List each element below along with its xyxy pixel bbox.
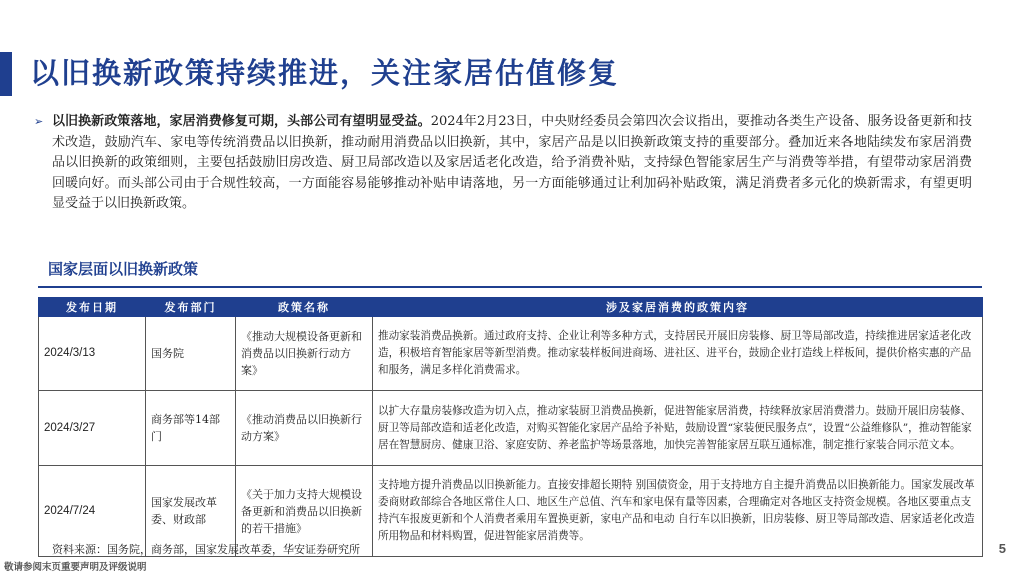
- page-number: 5: [998, 541, 1006, 556]
- row-date: 2024/3/13: [39, 317, 146, 391]
- row-dept: 商务部等14部门: [146, 391, 236, 466]
- disclaimer-note: 敬请参阅末页重要声明及评级说明: [4, 562, 147, 573]
- row-policy-name: 《推动大规模设备更新和消费品以旧换新行动方案》: [236, 317, 373, 391]
- table-row: [39, 317, 983, 391]
- row-dept: 国家发展改革委、财政部: [146, 466, 236, 557]
- header-date: 发布日期: [39, 298, 146, 317]
- row-policy-name: 《关于加力支持大规模设备更新和消费品以旧换新的若干措施》: [236, 466, 373, 557]
- row-date: 2024/3/27: [39, 391, 146, 466]
- row-dept: 国务院: [146, 317, 236, 391]
- summary-body: 2024年2月23日，中央财经委员会第四次会议指出，要推动各类生产设备、服务设备更新和技术改造，鼓励汽车、家电等传统消费品以旧换新，推动耐用消费品以旧换新，其中，家居产品是以旧换新政策支持的重要部分。叠加近来各地陆续发布家居消费品以旧换新的政策细则，主要包括鼓励旧房改造、厨卫局部改造以及家居适老化改造，给予消费补贴，支持绿色智能家居生产与消费等举措，有望带动家居消费回暖向好。而头部公司由于合规性较高，一方面能容易能够推动补贴申请落地，另一方面能够通过让利加码补贴政策，满足消费者多元化的焕新需求，有望更明显受益于以旧换新政策。: [52, 114, 972, 211]
- source-note: 资料来源：国务院，商务部，国家发展改革委，华安证券研究所: [52, 543, 360, 556]
- row-date: 2024/7/24: [39, 466, 146, 557]
- section-title: 国家层面以旧换新政策: [48, 260, 199, 278]
- header-policy-name: 政策名称: [236, 298, 373, 317]
- title-accent-bar: [0, 52, 12, 96]
- row-policy-content: 支持地方提升消费品以旧换新能力。直接安排超长期特 别国债资金，用于支持地方自主提升消费品以旧换新能力。国家发展改革委商财政部综合各地区常住人口、地区生产总值、汽车和家电保有量等因素，合理确定对各地区支持资金规模。各地区要重点支持汽车报废更新和个人消费者乘用车置换更新，家电产品和电动 自行车以旧换新，旧房装修、厨卫等局部改造、居家适老化改造所用物品和材料购置，促进智能家居消费等。: [373, 466, 983, 557]
- row-policy-content: 以扩大存量房装修改造为切入点，推动家装厨卫消费品换新，促进智能家居消费，持续释放家居消费潜力。鼓励开展旧房装修、厨卫等局部改造和适老化改造，对购买智能化家居产品给予补贴，鼓励设置“家装便民服务点”，设置“公益维修队”，推动智能家居在智慧厨房、健康卫浴、家庭安防、养老监护等场景落地，加快完善智能家居互联互通标准，制定推行家装合同示范文本。: [373, 391, 983, 466]
- policy-table: [38, 297, 983, 557]
- arrow-bullet-icon: ➢: [34, 115, 44, 128]
- row-policy-content: 推动家装消费品换新。通过政府支持、企业让利等多种方式，支持居民开展旧房装修、厨卫等局部改造，持续推进居家适老化改造，积极培育智能家居等新型消费。推动家装样板间进商场、进社区、进平台，鼓励企业打造线上样板间，提供价格实惠的产品和服务，满足多样化消费需求。: [373, 317, 983, 391]
- summary-paragraph: [34, 112, 972, 215]
- section-divider: [38, 286, 982, 288]
- table-header-row: [39, 298, 983, 317]
- header-dept: 发布部门: [146, 298, 236, 317]
- table-row: [39, 391, 983, 466]
- page-title: 以旧换新政策持续推进，关注家居估值修复: [30, 56, 620, 90]
- summary-lead: 以旧换新政策落地，家居消费修复可期，头部公司有望明显受益。: [52, 114, 431, 129]
- row-policy-name: 《推动消费品以旧换新行动方案》: [236, 391, 373, 466]
- header-policy-content: 涉及家居消费的政策内容: [373, 298, 983, 317]
